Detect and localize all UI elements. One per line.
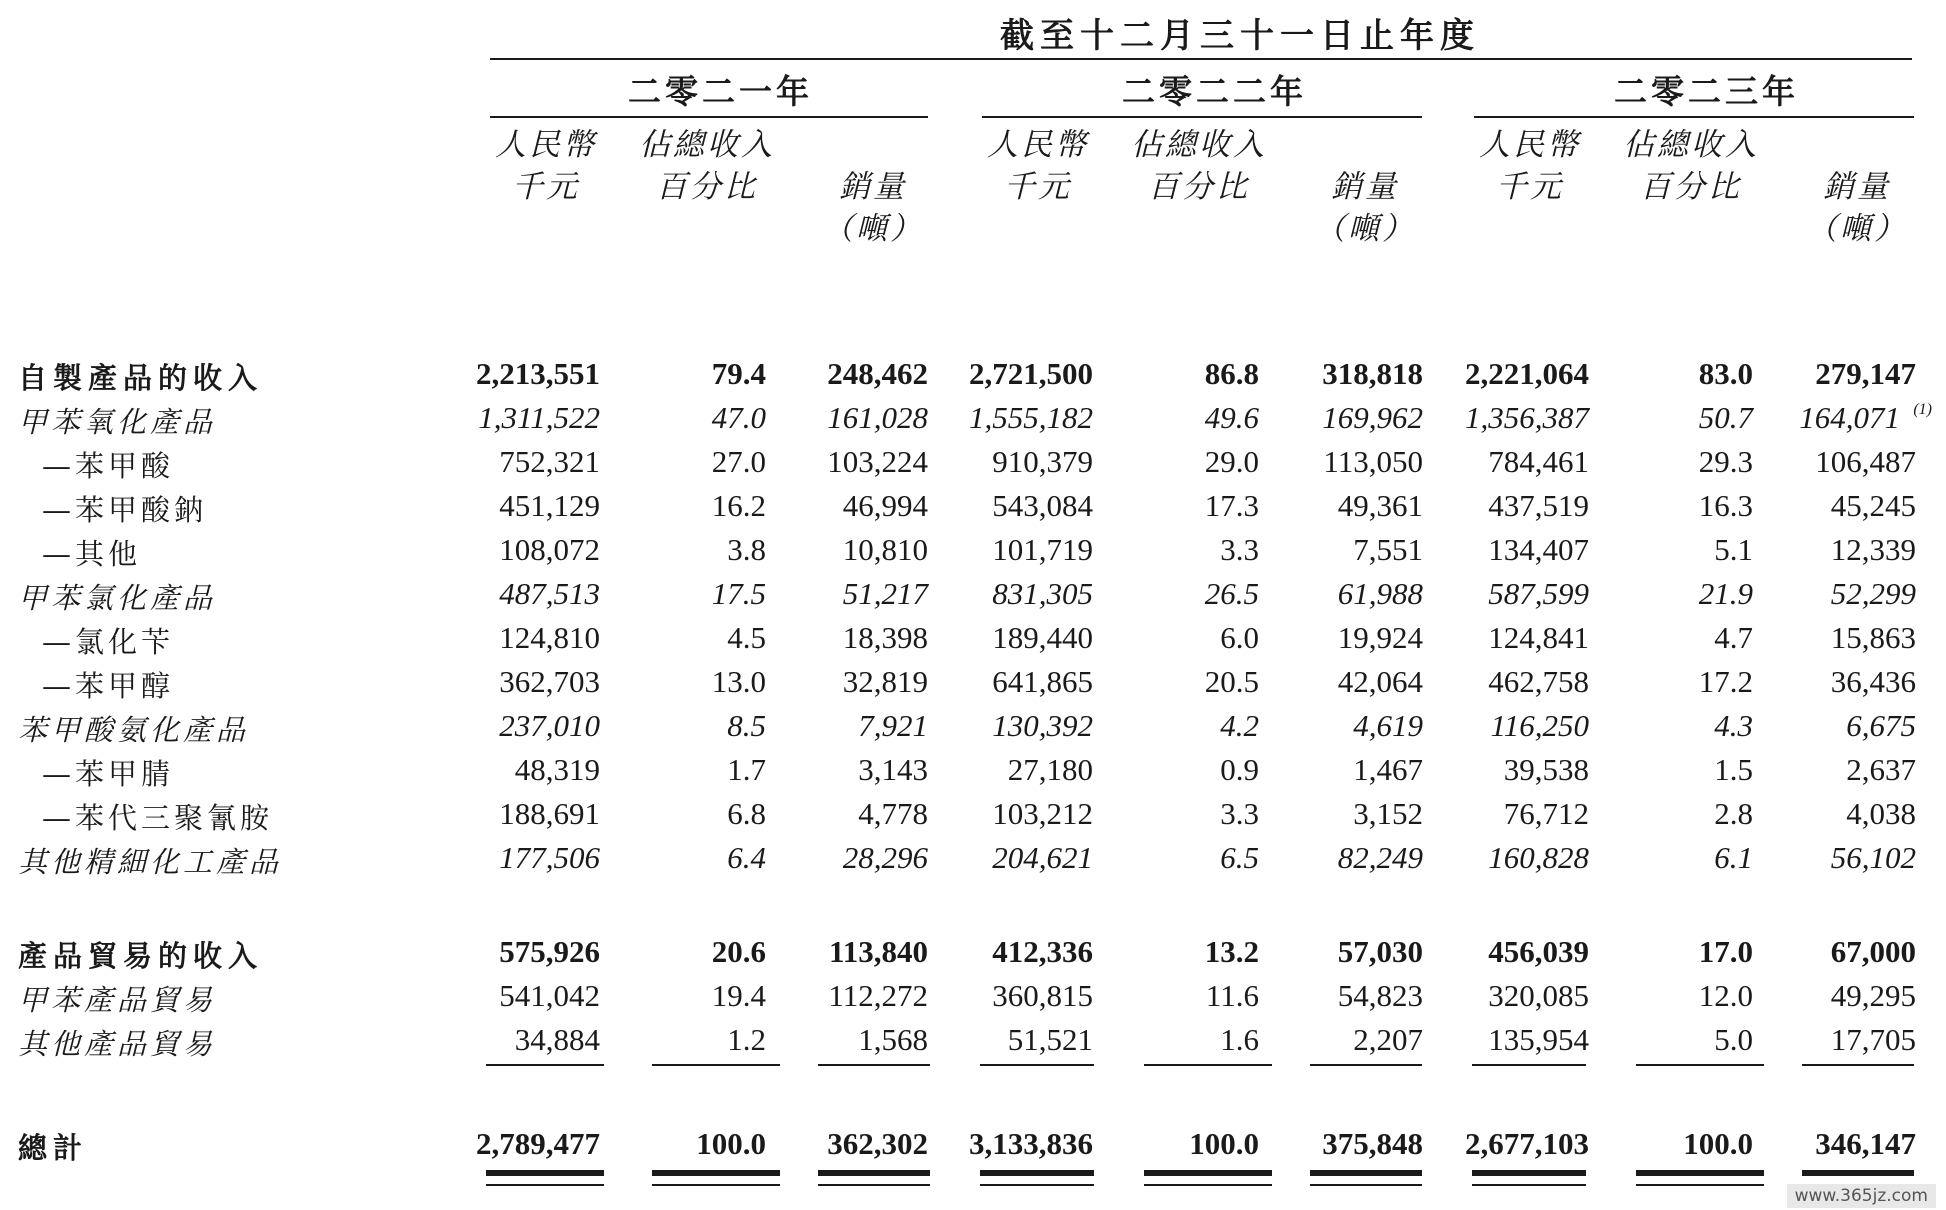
subtotal-rule — [486, 1064, 604, 1066]
cell: 189,440 — [992, 620, 1093, 655]
total-double-rule — [1144, 1184, 1272, 1186]
cell: 346,147 — [1815, 1126, 1916, 1161]
cell: 108,072 — [499, 532, 600, 567]
cell: 5.0 — [1714, 1022, 1753, 1057]
cell: 21.9 — [1698, 576, 1753, 611]
cell: 101,719 — [992, 532, 1093, 567]
cell: 1,555,182 — [969, 400, 1093, 435]
cell: 100.0 — [1683, 1126, 1753, 1161]
col-header-volume: 銷量 （噸） — [822, 169, 924, 247]
cell: 362,302 — [827, 1126, 928, 1161]
cell: 17.5 — [711, 576, 766, 611]
cell: 61,988 — [1337, 576, 1423, 611]
cell: 543,084 — [992, 488, 1093, 523]
cell: 164,071 — [1799, 400, 1900, 435]
subtotal-rule — [1310, 1064, 1422, 1066]
cell: 28,296 — [842, 840, 928, 875]
total-double-rule — [980, 1184, 1094, 1186]
row-label: —苯甲醇 — [42, 669, 175, 703]
cell: 32,819 — [842, 664, 928, 699]
cell: 6.4 — [727, 840, 766, 875]
cell: 6.0 — [1220, 620, 1259, 655]
cell: 135,954 — [1488, 1022, 1589, 1057]
cell: 2,213,551 — [476, 356, 600, 391]
cell: 4.5 — [727, 620, 766, 655]
total-double-rule — [1802, 1170, 1914, 1176]
cell: 2,637 — [1846, 752, 1916, 787]
cell: 113,840 — [828, 934, 928, 969]
row-label: —苯甲酸鈉 — [42, 493, 208, 527]
cell: 18,398 — [842, 620, 928, 655]
cell: 76,712 — [1503, 796, 1589, 831]
row-label: —苯甲酸 — [42, 449, 175, 483]
cell: 100.0 — [1189, 1126, 1259, 1161]
table-row — [0, 928, 1946, 972]
cell: 752,321 — [499, 444, 600, 479]
subtotal-rule — [1636, 1064, 1764, 1066]
cell: 0.9 — [1220, 752, 1259, 787]
cell: 360,815 — [992, 978, 1093, 1013]
cell: 17.2 — [1698, 664, 1753, 699]
cell: 16.3 — [1698, 488, 1753, 523]
col-header-rmb: 人民幣 千元 — [987, 127, 1089, 205]
subtotal-rule — [818, 1064, 930, 1066]
cell: 575,926 — [499, 934, 600, 969]
row-label: 苯甲酸氨化產品 — [18, 713, 250, 747]
cell: 51,521 — [1007, 1022, 1093, 1057]
cell: 79.4 — [711, 356, 766, 391]
cell: 1.6 — [1220, 1022, 1259, 1057]
cell: 451,129 — [499, 488, 600, 523]
cell: 3,152 — [1353, 796, 1423, 831]
cell: 106,487 — [1815, 444, 1916, 479]
row-label: 甲苯產品貿易 — [18, 983, 217, 1017]
row-label: 產品貿易的收入 — [18, 939, 264, 973]
cell: 8.5 — [727, 708, 766, 743]
row-label: 其他產品貿易 — [18, 1027, 217, 1061]
cell: 204,621 — [992, 840, 1093, 875]
row-label: —苯代三聚氰胺 — [42, 801, 274, 835]
cell: 3.3 — [1220, 796, 1259, 831]
cell: 130,392 — [992, 708, 1093, 743]
total-double-rule — [980, 1170, 1094, 1176]
cell: 437,519 — [1488, 488, 1589, 523]
table-row — [0, 394, 1946, 438]
total-double-rule — [1636, 1170, 1764, 1176]
table-row — [0, 746, 1946, 790]
cell: 2,207 — [1353, 1022, 1423, 1057]
cell: 51,217 — [842, 576, 928, 611]
cell: 10,810 — [842, 532, 928, 567]
total-double-rule — [486, 1184, 604, 1186]
cell: 4,778 — [858, 796, 928, 831]
footnote-marker: (1) — [1913, 401, 1932, 418]
row-label: 其他精細化工產品 — [18, 845, 283, 879]
cell: 11.6 — [1205, 978, 1259, 1013]
cell: 2,221,064 — [1465, 356, 1589, 391]
total-double-rule — [486, 1170, 604, 1176]
cell: 17.3 — [1204, 488, 1259, 523]
cell: 20.5 — [1204, 664, 1259, 699]
cell: 3.8 — [727, 532, 766, 567]
cell: 12,339 — [1830, 532, 1916, 567]
cell: 17.0 — [1698, 934, 1753, 969]
cell: 2,677,103 — [1465, 1126, 1589, 1161]
table-row — [0, 614, 1946, 658]
table-row — [0, 790, 1946, 834]
cell: 1.7 — [727, 752, 766, 787]
cell: 34,884 — [514, 1022, 600, 1057]
col-header-rmb: 人民幣 千元 — [495, 127, 597, 205]
cell: 82,249 — [1337, 840, 1423, 875]
cell: 279,147 — [1815, 356, 1916, 391]
cell: 5.1 — [1714, 532, 1753, 567]
cell: 4.7 — [1714, 620, 1753, 655]
cell: 362,703 — [499, 664, 600, 699]
cell: 56,102 — [1830, 840, 1916, 875]
total-double-rule — [652, 1170, 780, 1176]
cell: 27,180 — [1007, 752, 1093, 787]
cell: 161,028 — [827, 400, 928, 435]
table-row — [0, 972, 1946, 1016]
cell: 86.8 — [1204, 356, 1259, 391]
year-2021: 二零二一年 — [628, 72, 813, 111]
col-header-pct: 佔總收入 百分比 — [639, 127, 775, 205]
year-underline — [1474, 116, 1914, 118]
cell: 160,828 — [1488, 840, 1589, 875]
table-row — [0, 438, 1946, 482]
cell: 103,224 — [827, 444, 928, 479]
cell: 1.5 — [1714, 752, 1753, 787]
cell: 412,336 — [992, 934, 1093, 969]
cell: 2.8 — [1714, 796, 1753, 831]
cell: 19,924 — [1337, 620, 1423, 655]
cell: 188,691 — [499, 796, 600, 831]
cell: 13.0 — [711, 664, 766, 699]
cell: 1.2 — [727, 1022, 766, 1057]
cell: 124,841 — [1488, 620, 1589, 655]
total-double-rule — [1310, 1170, 1422, 1176]
cell: 1,356,387 — [1465, 400, 1589, 435]
cell: 46,994 — [842, 488, 928, 523]
total-double-rule — [1310, 1184, 1422, 1186]
cell: 113,050 — [1323, 444, 1423, 479]
cell: 3,133,836 — [969, 1126, 1093, 1161]
cell: 20.6 — [711, 934, 766, 969]
cell: 587,599 — [1488, 576, 1589, 611]
cell: 2,789,477 — [476, 1126, 600, 1161]
subtotal-rule — [980, 1064, 1094, 1066]
cell: 1,311,522 — [478, 400, 600, 435]
cell: 124,810 — [499, 620, 600, 655]
subtotal-rule — [652, 1064, 780, 1066]
cell: 4.3 — [1714, 708, 1753, 743]
subtotal-rule — [1144, 1064, 1272, 1066]
title-underline — [490, 58, 1912, 60]
cell: 641,865 — [992, 664, 1093, 699]
cell: 19.4 — [711, 978, 766, 1013]
cell: 17,705 — [1830, 1022, 1916, 1057]
table-row — [0, 482, 1946, 526]
cell: 12.0 — [1698, 978, 1753, 1013]
cell: 541,042 — [499, 978, 600, 1013]
cell: 3.3 — [1220, 532, 1259, 567]
cell: 456,039 — [1488, 934, 1589, 969]
cell: 116,250 — [1490, 708, 1589, 743]
watermark: www.365jz.com — [1787, 1184, 1936, 1208]
cell: 6,675 — [1846, 708, 1916, 743]
cell: 26.5 — [1204, 576, 1259, 611]
table-title: 截至十二月三十一日止年度 — [1000, 16, 1480, 56]
row-label: 甲苯氯化產品 — [18, 581, 217, 615]
subtotal-rule — [1802, 1064, 1914, 1066]
total-double-rule — [1472, 1170, 1586, 1176]
cell: 15,863 — [1830, 620, 1916, 655]
total-double-rule — [818, 1184, 930, 1186]
cell: 784,461 — [1488, 444, 1589, 479]
cell: 13.2 — [1204, 934, 1259, 969]
row-label: —氯化苄 — [42, 625, 175, 659]
cell: 1,467 — [1353, 752, 1423, 787]
row-label: —苯甲腈 — [42, 757, 175, 791]
year-underline — [490, 116, 928, 118]
table-row — [0, 834, 1946, 878]
cell: 29.0 — [1204, 444, 1259, 479]
cell: 52,299 — [1830, 576, 1916, 611]
cell: 831,305 — [992, 576, 1093, 611]
cell: 320,085 — [1488, 978, 1589, 1013]
total-double-rule — [1144, 1170, 1272, 1176]
cell: 4.2 — [1220, 708, 1259, 743]
cell: 462,758 — [1488, 664, 1589, 699]
cell: 318,818 — [1322, 356, 1423, 391]
cell: 45,245 — [1830, 488, 1916, 523]
cell: 3,143 — [858, 752, 928, 787]
table-row — [0, 526, 1946, 570]
cell: 177,506 — [499, 840, 600, 875]
total-double-rule — [1636, 1184, 1764, 1186]
cell: 50.7 — [1698, 400, 1753, 435]
cell: 42,064 — [1337, 664, 1423, 699]
cell: 375,848 — [1322, 1126, 1423, 1161]
cell: 169,962 — [1322, 400, 1423, 435]
cell: 4,619 — [1353, 708, 1423, 743]
cell: 49.6 — [1204, 400, 1259, 435]
subtotal-rule — [1472, 1064, 1586, 1066]
cell: 39,538 — [1503, 752, 1589, 787]
cell: 54,823 — [1337, 978, 1423, 1013]
cell: 1,568 — [858, 1022, 928, 1057]
cell: 6.5 — [1220, 840, 1259, 875]
row-label: 自製產品的收入 — [18, 361, 264, 395]
cell: 49,295 — [1830, 978, 1916, 1013]
cell: 7,921 — [858, 708, 928, 743]
cell: 487,513 — [499, 576, 600, 611]
cell: 100.0 — [696, 1126, 766, 1161]
total-double-rule — [1472, 1184, 1586, 1186]
cell: 7,551 — [1353, 532, 1423, 567]
row-label: 甲苯氧化產品 — [18, 405, 217, 439]
cell: 6.8 — [727, 796, 766, 831]
row-label: 總計 — [18, 1131, 89, 1165]
row-label: —其他 — [42, 537, 142, 571]
cell: 27.0 — [711, 444, 766, 479]
cell: 134,407 — [1488, 532, 1589, 567]
total-double-rule — [652, 1184, 780, 1186]
cell: 67,000 — [1830, 934, 1916, 969]
total-double-rule — [818, 1170, 930, 1176]
col-header-pct: 佔總收入 百分比 — [1131, 127, 1267, 205]
col-header-volume: 銷量 （噸） — [1314, 169, 1416, 247]
year-2023: 二零二三年 — [1614, 72, 1799, 111]
table-row-total — [0, 1120, 1946, 1164]
col-header-volume: 銷量 （噸） — [1806, 169, 1908, 247]
cell: 248,462 — [827, 356, 928, 391]
table-row — [0, 350, 1946, 394]
cell: 16.2 — [711, 488, 766, 523]
table-row — [0, 1016, 1946, 1060]
table-row — [0, 570, 1946, 614]
cell: 6.1 — [1714, 840, 1753, 875]
cell: 47.0 — [711, 400, 766, 435]
cell: 57,030 — [1337, 934, 1423, 969]
col-header-pct: 佔總收入 百分比 — [1623, 127, 1759, 205]
table-row — [0, 702, 1946, 746]
cell: 49,361 — [1337, 488, 1423, 523]
table-row — [0, 658, 1946, 702]
cell: 103,212 — [992, 796, 1093, 831]
cell: 237,010 — [499, 708, 600, 743]
year-underline — [982, 116, 1422, 118]
cell: 112,272 — [828, 978, 928, 1013]
col-header-rmb: 人民幣 千元 — [1479, 127, 1581, 205]
cell: 83.0 — [1698, 356, 1753, 391]
cell: 910,379 — [992, 444, 1093, 479]
cell: 36,436 — [1830, 664, 1916, 699]
cell: 29.3 — [1698, 444, 1753, 479]
cell: 48,319 — [514, 752, 600, 787]
cell: 4,038 — [1846, 796, 1916, 831]
cell: 2,721,500 — [969, 356, 1093, 391]
year-2022: 二零二二年 — [1122, 72, 1307, 111]
